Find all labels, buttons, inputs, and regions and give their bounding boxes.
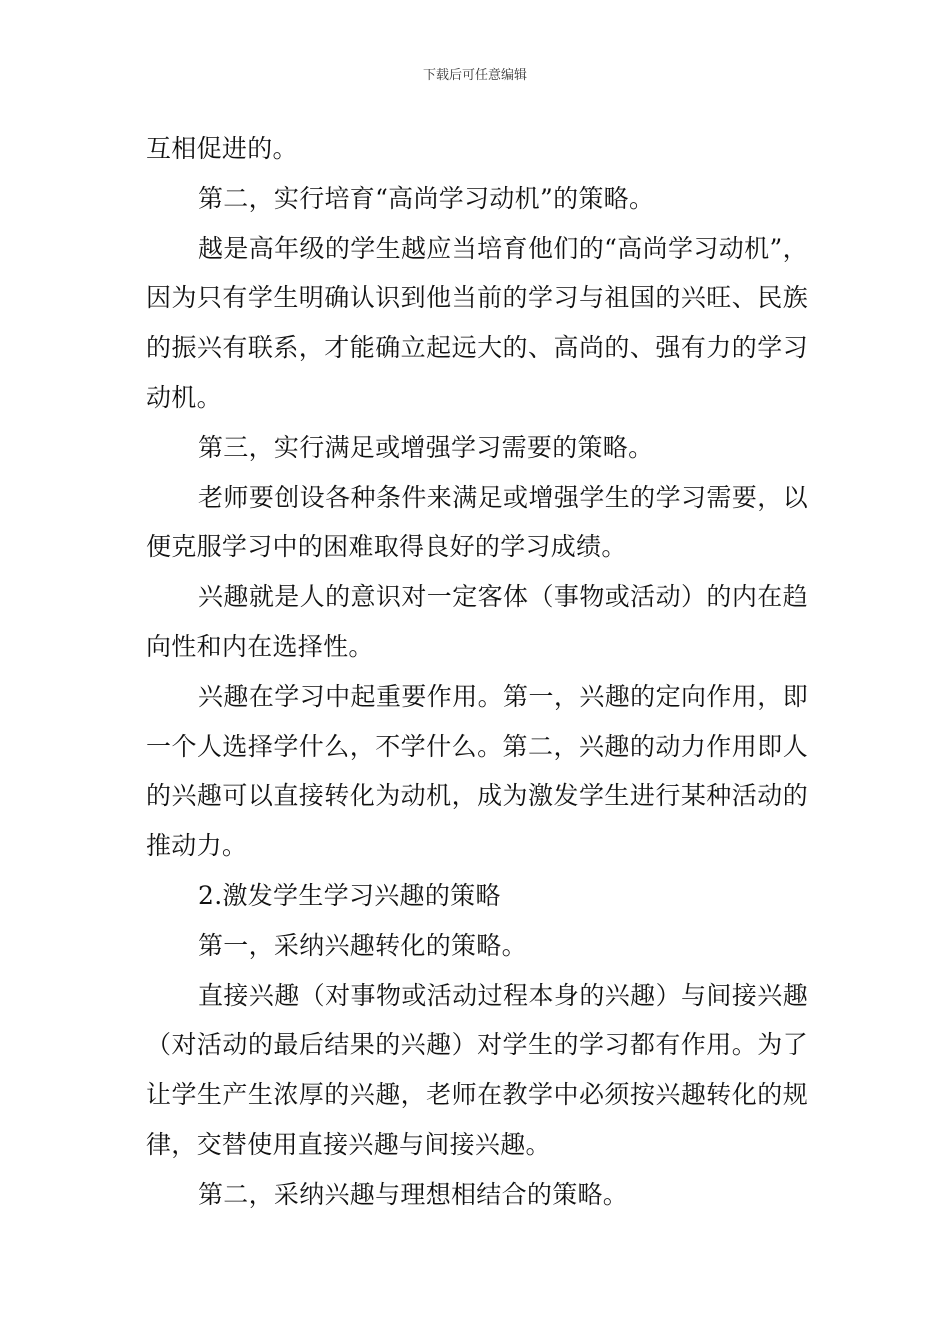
paragraph: 直接兴趣（对事物或活动过程本身的兴趣）与间接兴趣（对活动的最后结果的兴趣）对学生的学习都有作用。为了让学生产生浓厚的兴趣，老师在教学中必须按兴趣转化的规律，交替使用直接兴趣与间接兴趣。 bbox=[146, 980, 808, 1159]
paragraph: 第二，实行培育“高尚学习动机”的策略。 bbox=[198, 183, 655, 213]
document-body bbox=[146, 124, 808, 1220]
section-heading: 2.激发学生学习兴趣的策略 bbox=[198, 880, 501, 910]
paragraph: 兴趣就是人的意识对一定客体（事物或活动）的内在趋向性和内在选择性。 bbox=[146, 582, 808, 661]
page-header: 下载后可任意编辑 bbox=[422, 68, 527, 83]
paragraph: 越是高年级的学生越应当培育他们的“高尚学习动机”，因为只有学生明确认识到他当前的学习与祖国的兴旺、民族的振兴有联系，才能确立起远大的、高尚的、强有力的学习动机。 bbox=[146, 233, 808, 412]
paragraph: 第三，实行满足或增强学习需要的策略。 bbox=[198, 432, 654, 462]
paragraph: 第二，采纳兴趣与理想相结合的策略。 bbox=[198, 1179, 629, 1209]
paragraph: 老师要创设各种条件来满足或增强学生的学习需要，以便克服学习中的困难取得良好的学习成绩。 bbox=[146, 482, 808, 562]
paragraph: 第一，采纳兴趣转化的策略。 bbox=[198, 930, 527, 960]
paragraph: 互相促进的。 bbox=[146, 134, 298, 163]
paragraph: 兴趣在学习中起重要作用。第一，兴趣的定向作用，即一个人选择学什么，不学什么。第二，兴趣的动力作用即人的兴趣可以直接转化为动机，成为激发学生进行某种活动的推动力。 bbox=[146, 681, 808, 861]
